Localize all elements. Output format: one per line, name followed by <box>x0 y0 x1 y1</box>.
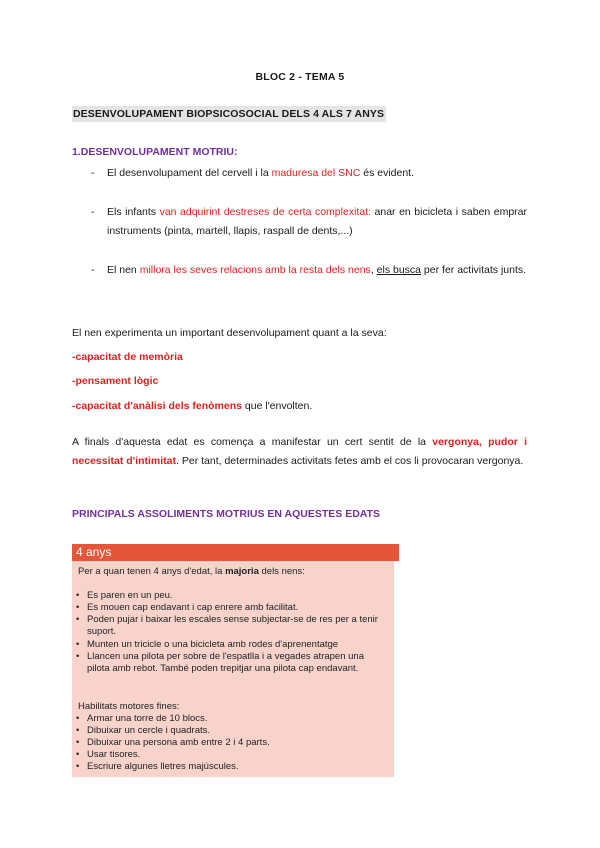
development-item-logic: -pensament lògic <box>72 375 159 387</box>
list-item <box>76 713 388 725</box>
age-box-intro <box>78 566 388 578</box>
list-item <box>76 639 388 651</box>
text-segment: que l'envolten. <box>241 400 313 412</box>
bullet-marker: - <box>91 206 95 218</box>
bullet-icon: • <box>76 651 80 662</box>
age-box-title: 4 anys <box>72 544 399 561</box>
underlined-text: els busca <box>376 264 422 276</box>
age-box-body <box>72 561 394 777</box>
highlight-text: millora les seves relacions amb la resta dels nens <box>139 264 371 276</box>
bullet-text-brain-development <box>107 164 527 183</box>
bold-text: majoria <box>225 566 259 577</box>
text-segment: El desenvolupament del cervell i la <box>107 167 272 179</box>
text-segment: dels nens: <box>258 566 305 577</box>
list-item-text: Dibuixar una persona amb entre 2 i 4 parts. <box>87 737 270 748</box>
text-segment: és evident. <box>360 167 415 179</box>
text-segment: . Per tant, determinades activitats fetes amb el cos li provocaran vergonya. <box>176 455 524 467</box>
highlight-text: vergonya, pudor i necessitat d'intimitat <box>72 436 527 467</box>
development-item-analysis <box>72 397 527 416</box>
bullet-text-relations <box>107 261 527 280</box>
section-heading-motor-development: 1.DESENVOLUPAMENT MOTRIU: <box>72 146 238 158</box>
section-heading-motor-achievements: PRINCIPALS ASSOLIMENTS MOTRIUS EN AQUESTES EDATS <box>72 508 381 520</box>
document-title: BLOC 2 - TEMA 5 <box>255 71 345 83</box>
list-item-text: Dibuixar un cercle i quadrats. <box>87 725 211 736</box>
bullet-icon: • <box>76 639 80 650</box>
list-item-text: Poden pujar i baixar les escales sense subjectar-se de res per a tenir suport. <box>87 614 378 638</box>
bullet-marker: - <box>91 264 95 276</box>
bullet-text-skills <box>107 203 527 241</box>
text-segment: Per a quan tenen 4 anys d'edat, la <box>78 566 226 577</box>
list-item <box>76 651 388 675</box>
list-item-text: Armar una torre de 10 blocs. <box>87 713 208 724</box>
bullet-icon: • <box>76 614 80 625</box>
list-item <box>76 725 388 737</box>
list-item <box>76 737 388 749</box>
text-segment: El nen <box>107 264 140 276</box>
bullet-icon: • <box>76 713 80 724</box>
text-segment: , <box>370 264 377 276</box>
list-item-text: Llancen una pilota per sobre de l'espatlla i a vegades atrapen una pilota amb rebot. També poden trepitjar una pilota cap endavant. <box>87 651 364 675</box>
text-segment: anar en bicicleta i saben emprar instruments (pinta, martell, llapis, raspall de dents,...) <box>107 206 527 237</box>
highlight-text: van adquirint destreses de certa complexitat: <box>159 206 371 218</box>
bullet-icon: • <box>76 761 80 772</box>
text-segment: per fer activitats junts. <box>421 264 527 276</box>
development-item-memory: -capacitat de memòria <box>72 351 183 363</box>
list-item <box>76 602 388 614</box>
list-item-text: Usar tisores. <box>87 749 141 760</box>
bullet-marker: - <box>91 167 95 179</box>
bullet-icon: • <box>76 725 80 736</box>
text-segment: Els infants <box>107 206 160 218</box>
text-segment: A finals d'aquesta edat es comença a manifestar un cert sentit de la <box>72 436 433 448</box>
highlight-text: maduresa del SNC <box>271 167 361 179</box>
bullet-icon: • <box>76 737 80 748</box>
bullet-icon: • <box>76 602 80 613</box>
list-item <box>76 590 388 602</box>
fine-motor-title: Habilitats motores fines: <box>78 701 180 712</box>
shame-paragraph <box>72 433 527 471</box>
highlight-text: -capacitat d'anàlisi dels fenòmens <box>72 400 242 412</box>
bullet-icon: • <box>76 749 80 760</box>
list-item <box>76 614 388 638</box>
development-intro: El nen experimenta un important desenvolupament quant a la seva: <box>72 327 387 339</box>
list-item-text: Escriure algunes lletres majúscules. <box>87 761 239 772</box>
bullet-icon: • <box>76 590 80 601</box>
list-item-text: Es mouen cap endavant i cap enrere amb facilitat. <box>87 602 299 613</box>
list-item-text: Munten un tricicle o una bicicleta amb rodes d'aprenentatge <box>87 639 339 650</box>
document-subtitle: DESENVOLUPAMENT BIOPSICOSOCIAL DELS 4 ALS 7 ANYS <box>73 108 385 120</box>
list-item <box>76 761 388 773</box>
list-item-text: Es paren en un peu. <box>87 590 173 601</box>
list-item <box>76 749 388 761</box>
